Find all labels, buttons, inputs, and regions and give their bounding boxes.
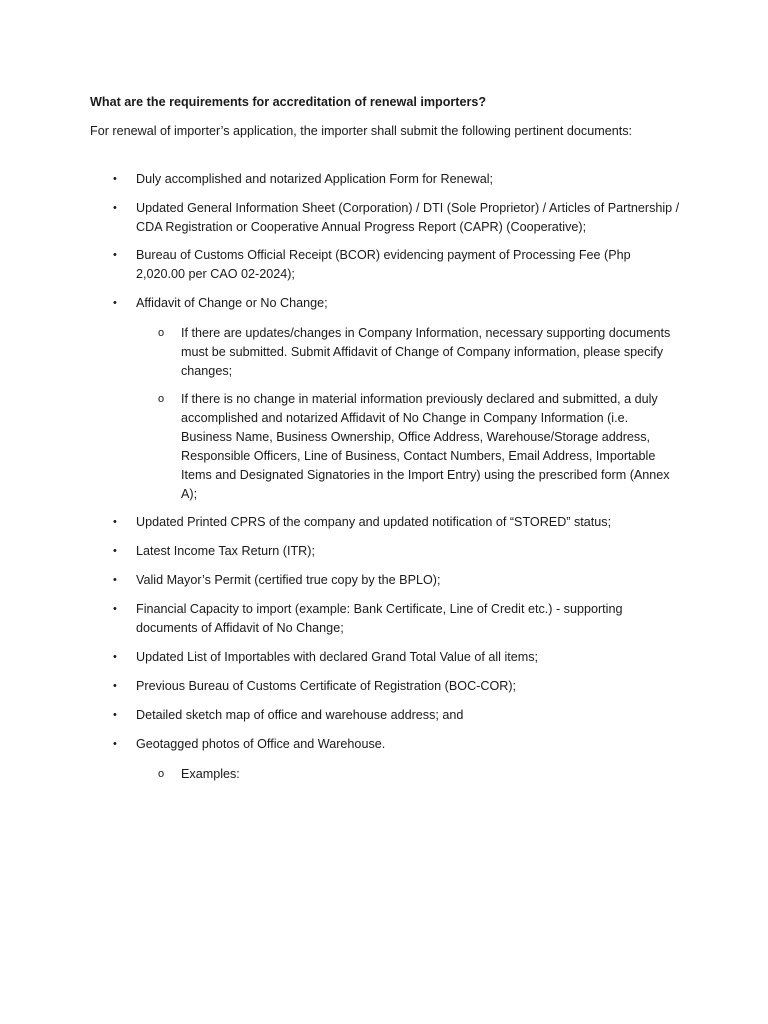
bullet-icon: •: [113, 709, 117, 721]
bullet-icon: •: [113, 249, 117, 261]
list-item-text: Duly accomplished and notarized Application Form for Renewal;: [136, 172, 494, 186]
list-item: [113, 246, 681, 284]
bullet-icon: •: [113, 516, 117, 528]
list-item: [113, 677, 681, 696]
list-item: [113, 513, 681, 532]
sub-bullet-icon: o: [158, 393, 165, 405]
sub-bullet-icon: o: [158, 327, 165, 339]
bullet-icon: •: [113, 297, 117, 309]
list-item-text: Geotagged photos of Office and Warehouse.: [136, 737, 386, 751]
list-item: [113, 199, 681, 237]
list-item: [113, 600, 681, 638]
list-item: [113, 294, 681, 313]
bullet-icon: •: [113, 202, 117, 214]
sub-list-item-text: If there is no change in material information previously declared and submitted, a duly accomplished and notarized Affidavit of No Change in Company Information (i.e. Business Name, Business Ownership, Office Address, Warehouse/Storage address, Responsible Officers, Line of Business, Contact Numbers, Email Address, Importable Items and Designated Signatories in the Import Entry) using the prescribed form (Annex A);: [181, 392, 670, 501]
bullet-icon: •: [113, 173, 117, 185]
list-item: [113, 706, 681, 725]
list-item-text: Latest Income Tax Return (ITR);: [136, 544, 315, 558]
list-item-text: Valid Mayor’s Permit (certified true copy by the BPLO);: [136, 573, 441, 587]
sub-list-item: [158, 765, 681, 784]
bullet-icon: •: [113, 738, 117, 750]
list-item: [113, 648, 681, 667]
list-item-text: Updated Printed CPRS of the company and updated notification of “STORED” status;: [136, 515, 612, 529]
list-item: [113, 170, 681, 189]
list-item-text: Affidavit of Change or No Change;: [136, 296, 328, 310]
bullet-icon: •: [113, 603, 117, 615]
bullet-icon: •: [113, 651, 117, 663]
sub-list-item-text: Examples:: [181, 767, 240, 781]
list-item-text: Updated List of Importables with declared Grand Total Value of all items;: [136, 650, 539, 664]
sub-bullet-icon: o: [158, 768, 165, 780]
sub-list-item: [158, 324, 681, 381]
bullet-icon: •: [113, 680, 117, 692]
sub-list-item-text: If there are updates/changes in Company Information, necessary supporting documents must be submitted. Submit Affidavit of Change of Company information, please specify changes;: [181, 326, 671, 378]
list-item-text: Detailed sketch map of office and warehouse address; and: [136, 708, 464, 722]
list-item-text: Financial Capacity to import (example: Bank Certificate, Line of Credit etc.) - supporting documents of Affidavit of No Change;: [136, 602, 623, 635]
list-item: [113, 571, 681, 590]
list-item: [113, 542, 681, 561]
list-item-text: Bureau of Customs Official Receipt (BCOR) evidencing payment of Processing Fee (Php 2,020.00 per CAO 02-2024);: [136, 248, 631, 281]
list-item-text: Updated General Information Sheet (Corporation) / DTI (Sole Proprietor) / Articles of Partnership / CDA Registration or Cooperative Annual Progress Report (CAPR) (Cooperative);: [136, 201, 680, 234]
intro-paragraph: For renewal of importer’s application, the importer shall submit the following pertinent documents:: [90, 124, 633, 138]
sub-list-item: [158, 390, 681, 504]
bullet-icon: •: [113, 545, 117, 557]
page-title: What are the requirements for accreditation of renewal importers?: [90, 95, 487, 109]
list-item-text: Previous Bureau of Customs Certificate of Registration (BOC-COR);: [136, 679, 517, 693]
list-item: [113, 735, 681, 754]
bullet-icon: •: [113, 574, 117, 586]
